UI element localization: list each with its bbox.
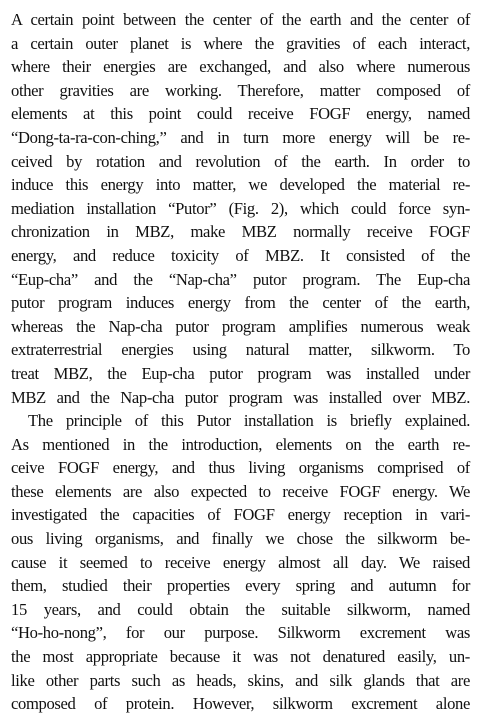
- text-line: where their energies are exchanged, and also where numerous: [11, 57, 470, 77]
- text-line: energy, and reduce toxicity of MBZ. It consisted of the: [11, 245, 470, 265]
- text-line: “Eup-cha” and the “Nap-cha” putor program. The Eup-cha: [11, 269, 470, 289]
- text-line: elements at this point could receive FOGF energy, named: [11, 104, 470, 124]
- text-line: the most appropriate because it was not denatured easily, un-: [11, 647, 470, 667]
- paragraph-putor-principle: [11, 409, 470, 716]
- text-line: these elements are also expected to receive FOGF energy. We: [11, 481, 470, 501]
- text-line: a certain outer planet is where the gravities of each interact,: [11, 33, 470, 53]
- text-line: As mentioned in the introduction, elements on the earth re-: [11, 434, 470, 454]
- text-line: ous living organisms, and finally we chose the silkworm be-: [11, 529, 470, 549]
- text-line: The principle of this Putor installation is briefly explained.: [28, 411, 470, 431]
- text-line: cause it seemed to receive energy almost all day. We raised: [11, 552, 470, 572]
- text-line: composed of protein. However, silkworm excrement alone: [11, 694, 470, 714]
- text-line: other gravities are working. Therefore, matter composed of: [11, 80, 470, 100]
- text-line: whereas the Nap-cha putor program amplifies numerous weak: [11, 316, 470, 336]
- paragraph-putor-development: [11, 8, 470, 409]
- text-line: extraterrestrial energies using natural matter, silkworm. To: [11, 340, 470, 360]
- text-line: 15 years, and could obtain the suitable silkworm, named: [11, 599, 470, 619]
- text-line: ceived by rotation and revolution of the earth. In order to: [11, 151, 470, 171]
- text-line: investigated the capacities of FOGF energy reception in vari-: [11, 505, 470, 525]
- text-line: chronization in MBZ, make MBZ normally receive FOGF: [11, 222, 470, 242]
- text-line: like other parts such as heads, skins, and silk glands that are: [11, 670, 470, 690]
- text-line: “Ho-ho-nong”, for our purpose. Silkworm excrement was: [11, 623, 470, 643]
- text-line: “Dong-ta-ra-con-ching,” and in turn more energy will be re-: [11, 127, 470, 147]
- text-line: MBZ and the Nap-cha putor program was installed over MBZ.: [11, 387, 470, 407]
- text-line: mediation installation “Putor” (Fig. 2), which could force syn-: [11, 198, 470, 218]
- text-line: ceive FOGF energy, and thus living organisms comprised of: [11, 458, 470, 478]
- text-line: treat MBZ, the Eup-cha putor program was installed under: [11, 363, 470, 383]
- text-line: putor program induces energy from the center of the earth,: [11, 293, 470, 313]
- text-line: them, studied their properties every spring and autumn for: [11, 576, 470, 596]
- text-line: A certain point between the center of the earth and the center of: [11, 10, 470, 29]
- text-line: induce this energy into matter, we developed the material re-: [11, 175, 470, 195]
